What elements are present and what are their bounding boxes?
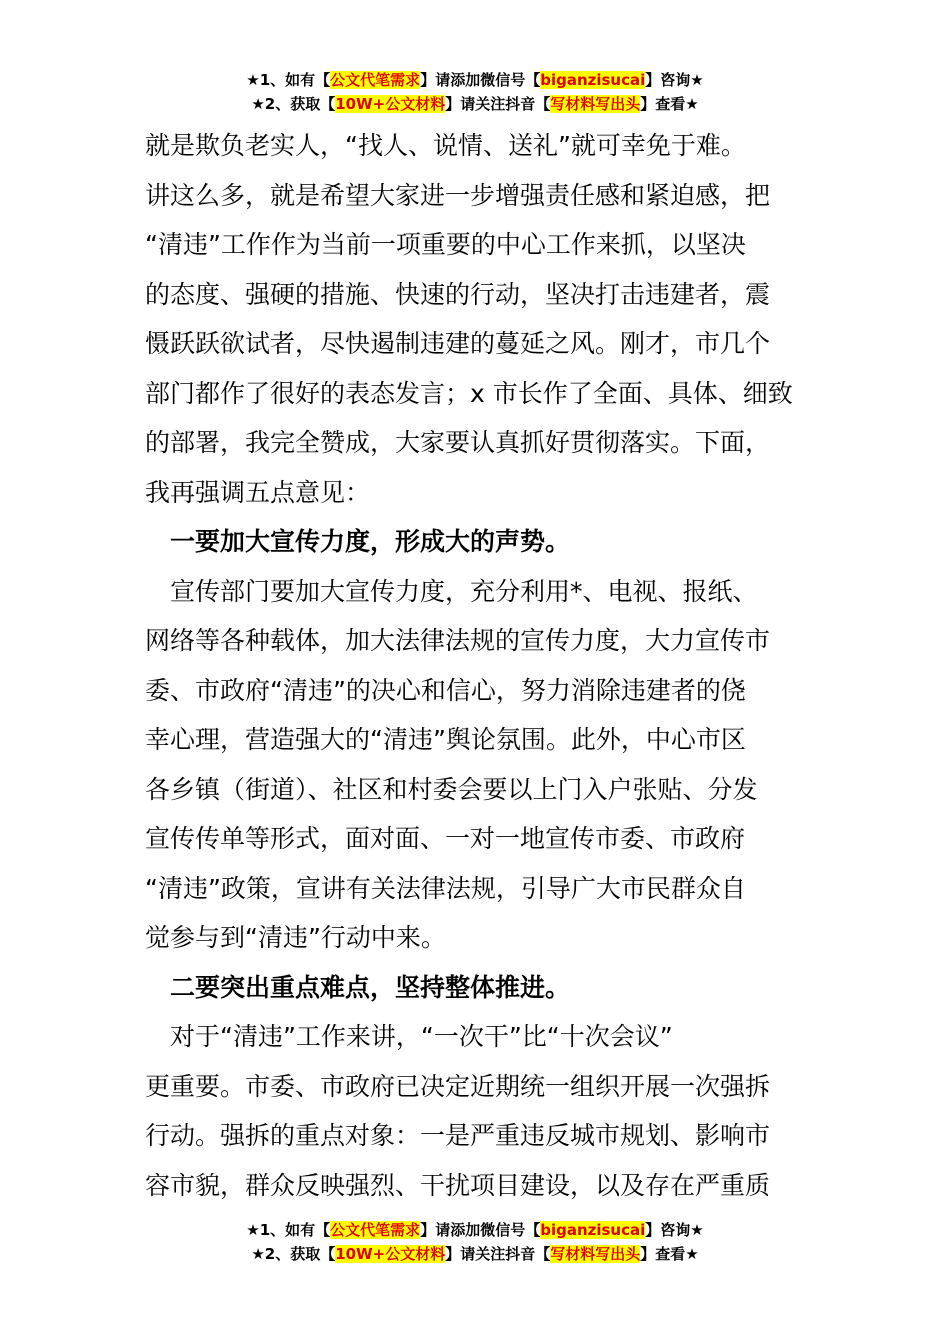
text-line: 我再强调五点意见： xyxy=(145,477,371,507)
banner-text: 】咨询★ xyxy=(645,1221,704,1239)
text-line: 部门都作了很好的表态发言；x 市长作了全面、具体、细致 xyxy=(145,378,793,408)
text-line: “清违”工作作为当前一项重要的中心工作来抓，以坚决 xyxy=(145,230,746,259)
banner-text: 】请添加微信号【 xyxy=(420,1221,541,1239)
text-line: 慑跃跃欲试者，尽快遏制违建的蔓延之风。刚才，市几个 xyxy=(145,329,771,358)
banner-text: 】请关注抖音【 xyxy=(445,95,551,113)
text-line: 宣传传单等形式，面对面、一对一地宣传市委、市政府 xyxy=(145,824,746,853)
text-line: 更重要。市委、市政府已决定近期统一组织开展一次强拆 xyxy=(145,1071,771,1101)
banner-highlight-service: 公文代笔需求 xyxy=(330,1221,421,1239)
text-line: 就是欺负老实人，“找人、说情、送礼”就可幸免于难。 xyxy=(145,131,746,160)
text-line: 宣传部门要加大宣传力度，充分利用*、电视、报纸、 xyxy=(145,576,758,606)
banner-highlight-materials: 10W+公文材料 xyxy=(335,1245,446,1263)
text-line: 幸心理，营造强大的“清违”舆论氛围。此外，中心市区 xyxy=(145,725,746,754)
banner-line-2 xyxy=(0,1242,950,1266)
banner-line-2 xyxy=(0,92,950,116)
banner-highlight-douyin: 写材料写出头 xyxy=(550,1245,641,1263)
banner-highlight-wechat: biganzisucai xyxy=(540,1221,646,1239)
banner-highlight-wechat: biganzisucai xyxy=(540,71,646,89)
text-line: 觉参与到“清违”行动中来。 xyxy=(145,923,446,952)
text-line: 容市貌，群众反映强烈、干扰项目建设，以及存在严重质 xyxy=(145,1170,771,1200)
banner-text: 】查看★ xyxy=(640,1245,699,1263)
text-line: 委、市政府“清违”的决心和信心，努力消除违建者的侥 xyxy=(145,675,746,705)
banner-text: 】请关注抖音【 xyxy=(445,1245,551,1263)
text-line: “清违”政策，宣讲有关法律法规，引导广大市民群众自 xyxy=(145,873,746,903)
banner-highlight-service: 公文代笔需求 xyxy=(330,71,421,89)
banner-text: ★2、获取【 xyxy=(251,1245,336,1263)
footer-banner xyxy=(0,1218,950,1266)
text-line: 讲这么多，就是希望大家进一步增强责任感和紧迫感，把 xyxy=(145,180,771,210)
banner-line-1 xyxy=(0,68,950,92)
banner-text: 】咨询★ xyxy=(645,71,704,89)
banner-text: 】查看★ xyxy=(640,95,699,113)
header-banner xyxy=(0,68,950,116)
banner-text: 】请添加微信号【 xyxy=(420,71,541,89)
section-heading-1: 一要加大宣传力度，形成大的声势。 xyxy=(145,527,571,556)
text-line: 对于“清违”工作来讲，“一次干”比“十次会议” xyxy=(145,1022,673,1051)
banner-line-1 xyxy=(0,1218,950,1242)
banner-text: ★1、如有【 xyxy=(246,1221,331,1239)
text-line: 的态度、强硬的措施、快速的行动，坚决打击违建者，震 xyxy=(145,279,771,309)
section-heading-2: 二要突出重点难点，坚持整体推进。 xyxy=(145,972,571,1002)
banner-highlight-douyin: 写材料写出头 xyxy=(550,95,641,113)
document-body xyxy=(145,121,810,1210)
text-line: 的部署，我完全赞成，大家要认真抓好贯彻落实。下面， xyxy=(145,428,771,457)
banner-text: ★2、获取【 xyxy=(251,95,336,113)
banner-text: ★1、如有【 xyxy=(246,71,331,89)
text-line: 网络等各种载体，加大法律法规的宣传力度，大力宣传市 xyxy=(145,626,771,655)
text-line: 各乡镇（街道）、社区和村委会要以上门入户张贴、分发 xyxy=(145,774,758,804)
banner-highlight-materials: 10W+公文材料 xyxy=(335,95,446,113)
text-line: 行动。强拆的重点对象：一是严重违反城市规划、影响市 xyxy=(145,1121,771,1150)
